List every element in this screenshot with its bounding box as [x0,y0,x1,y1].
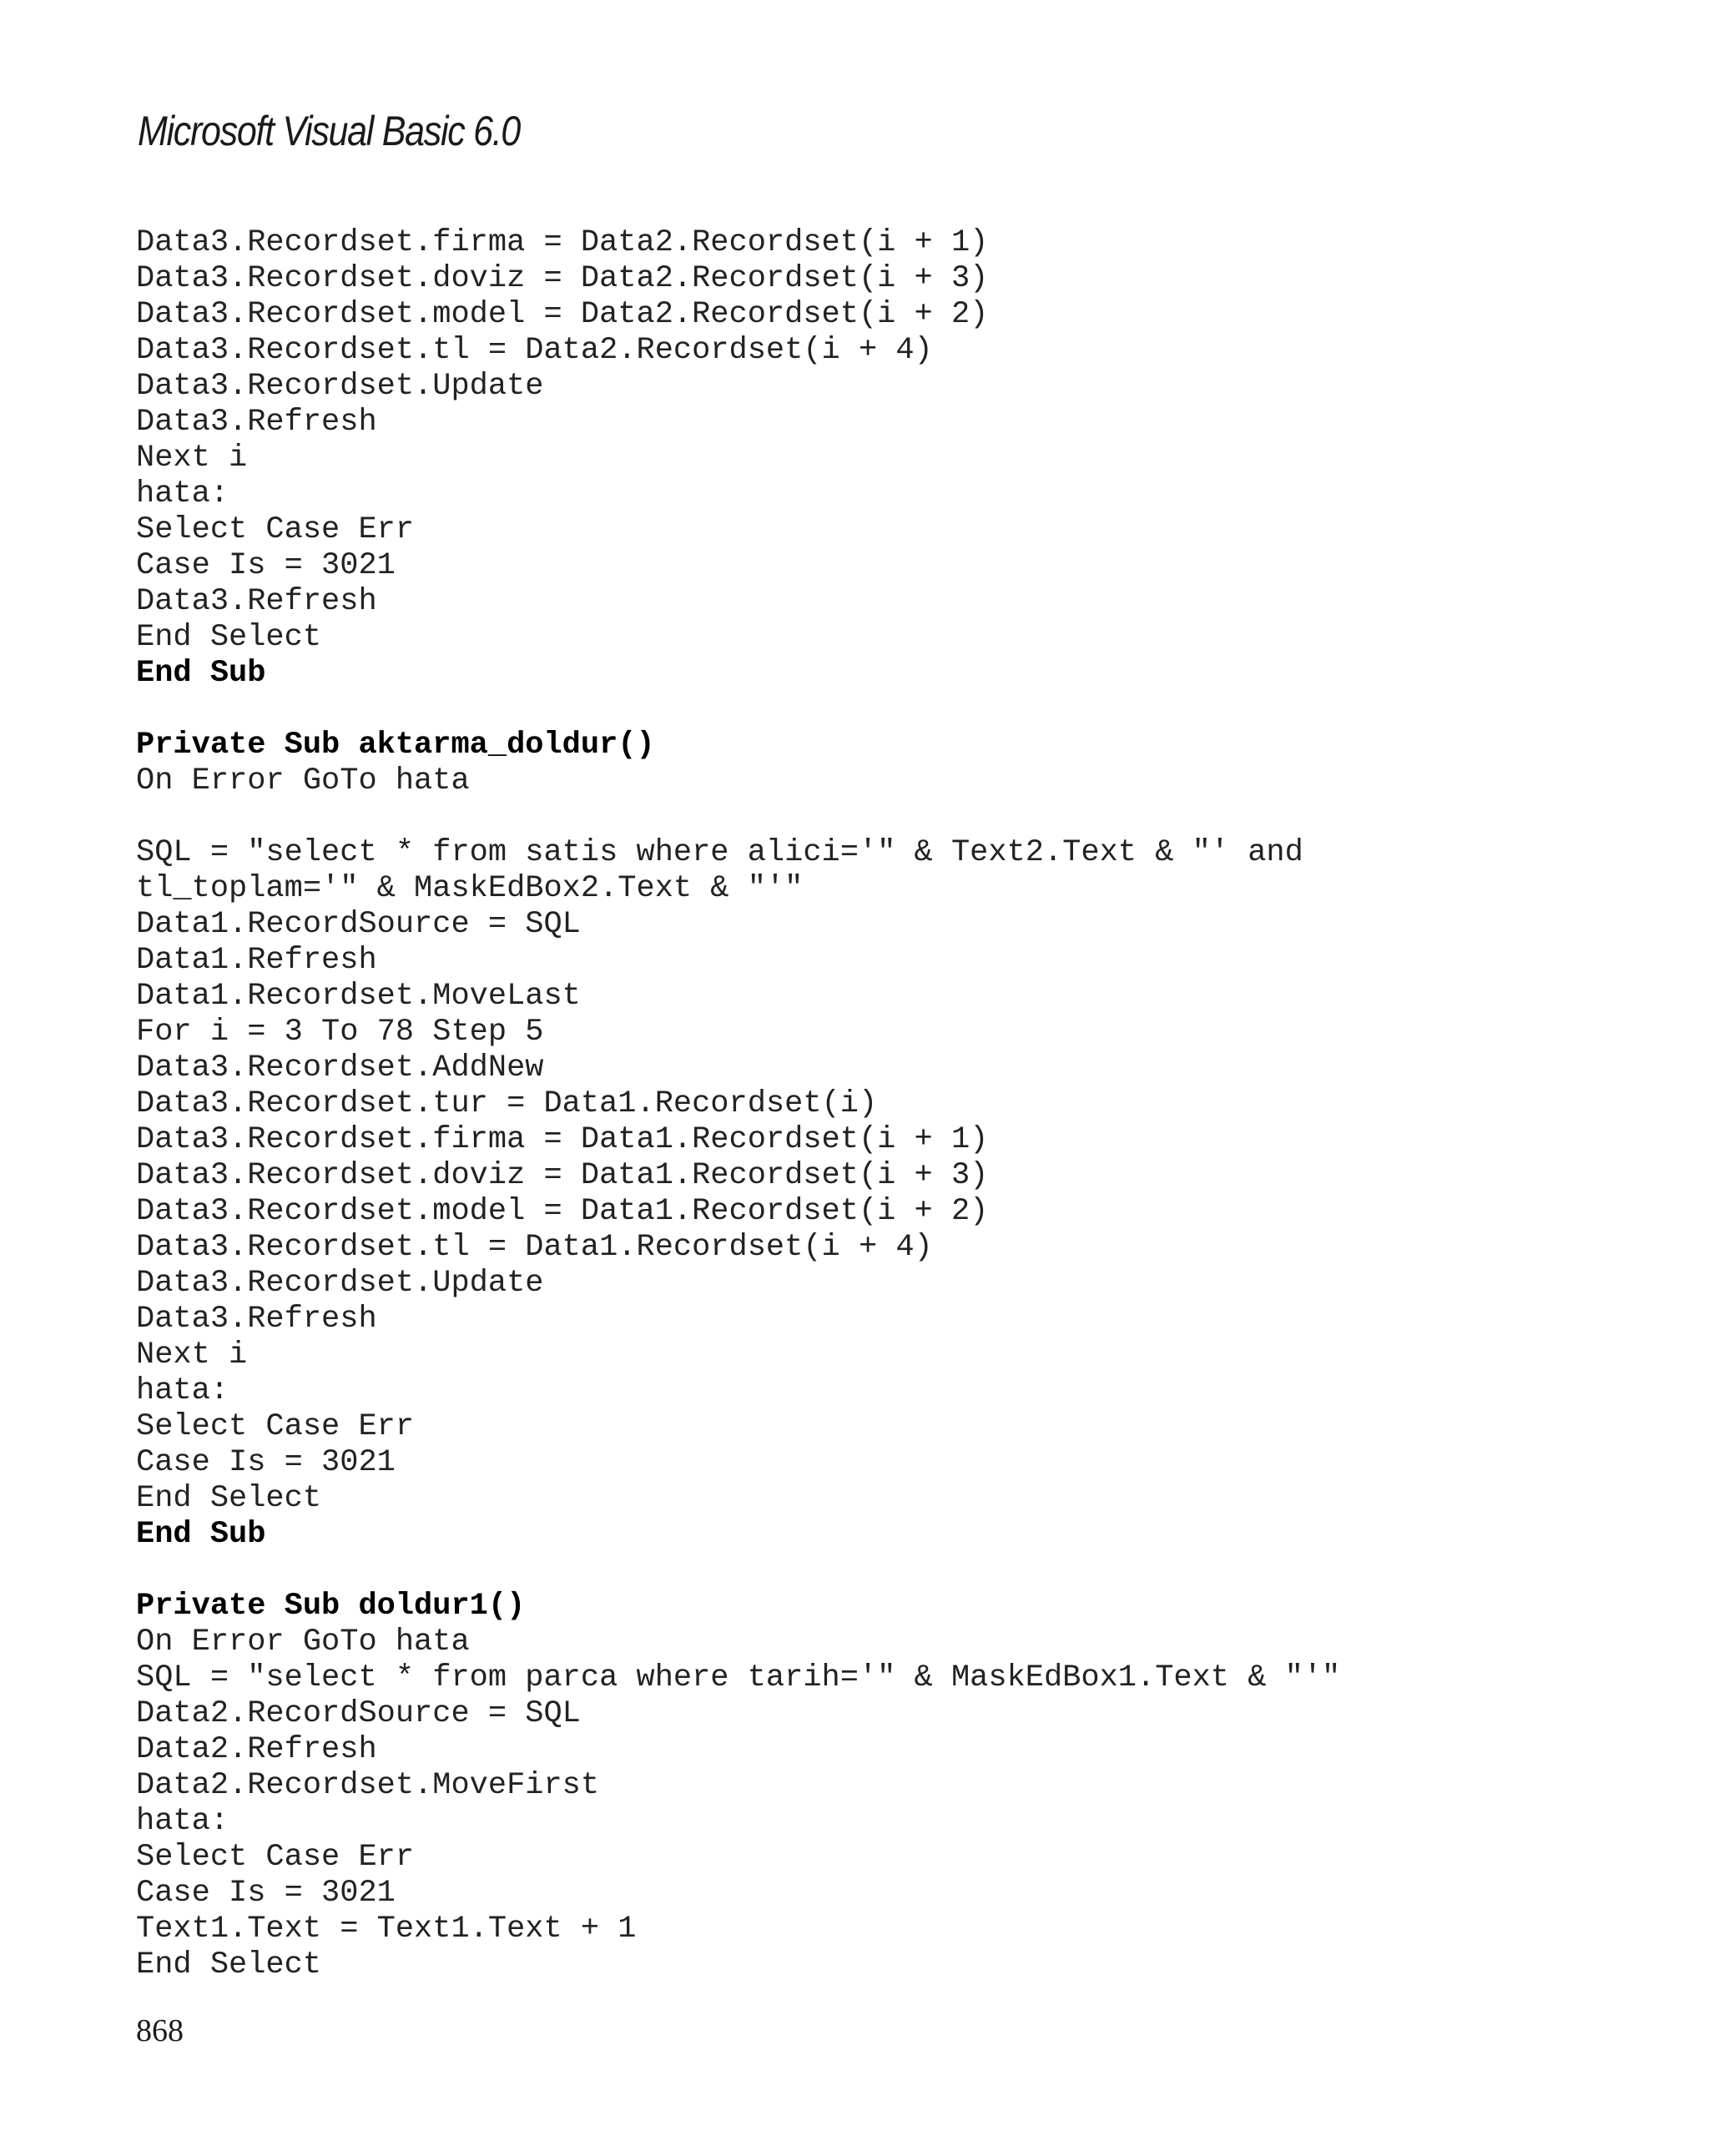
code-line: Data3.Recordset.firma = Data2.Recordset(i + 1) [136,225,989,260]
code-line: Data2.RecordSource = SQL [136,1696,581,1731]
code-line: Data3.Refresh [136,584,377,619]
running-header-title: Microsoft Visual Basic 6.0 [138,108,520,154]
code-line: tl_toplam='" & MaskEdBox2.Text & "'" [136,871,804,906]
page-number: 868 [136,2013,184,2048]
code-line: Data3.Recordset.Update [136,369,544,404]
code-line-declaration: Private Sub aktarma_doldur() [136,728,655,763]
code-line: Data3.Recordset.model = Data1.Recordset(i + 2) [136,1194,989,1229]
code-line: End Select [136,1947,322,1982]
code-listing [136,225,1340,1983]
code-line: Data3.Recordset.firma = Data1.Recordset(i + 1) [136,1122,989,1157]
code-line: Data1.RecordSource = SQL [136,907,581,942]
code-line: Data3.Recordset.tur = Data1.Recordset(i) [136,1086,878,1121]
code-line: SQL = "select * from parca where tarih='" & MaskEdBox1.Text & "'" [136,1660,1341,1695]
code-line: On Error GoTo hata [136,763,470,798]
code-line: Case Is = 3021 [136,1876,396,1911]
code-line: Case Is = 3021 [136,548,396,583]
code-line-declaration: End Sub [136,1517,266,1552]
code-line: On Error GoTo hata [136,1625,470,1660]
code-line: hata: [136,1804,229,1839]
blank-line [136,692,1340,728]
code-line: Next i [136,441,248,476]
code-line: Data3.Refresh [136,405,377,440]
blank-line [136,1553,1340,1589]
blank-line [136,799,1340,835]
code-line: Data3.Recordset.AddNew [136,1050,544,1086]
code-line: hata: [136,1373,229,1408]
code-line: Next i [136,1337,248,1373]
code-line: Data2.Recordset.MoveFirst [136,1768,600,1803]
code-line: Text1.Text = Text1.Text + 1 [136,1912,637,1947]
code-line: Data3.Recordset.model = Data2.Recordset(i + 2) [136,297,989,332]
code-line: Data3.Recordset.tl = Data1.Recordset(i + 4) [136,1230,933,1265]
code-line: Data3.Recordset.doviz = Data2.Recordset(i + 3) [136,261,989,296]
code-line: Data3.Recordset.tl = Data2.Recordset(i + 4) [136,333,933,368]
code-line: Data3.Refresh [136,1302,377,1337]
code-line: Select Case Err [136,512,415,547]
code-line: Data1.Recordset.MoveLast [136,979,581,1014]
code-line-declaration: End Sub [136,656,266,691]
code-line: Select Case Err [136,1409,415,1444]
code-line: For i = 3 To 78 Step 5 [136,1015,544,1050]
code-line: Data3.Recordset.Update [136,1266,544,1301]
code-line: Select Case Err [136,1840,415,1875]
code-line: Data3.Recordset.doviz = Data1.Recordset(i + 3) [136,1158,989,1193]
code-line: Case Is = 3021 [136,1445,396,1480]
code-line: End Select [136,620,322,655]
code-line: Data2.Refresh [136,1732,377,1767]
code-line: hata: [136,476,229,511]
code-line: Data1.Refresh [136,943,377,978]
code-line-declaration: Private Sub doldur1() [136,1589,526,1624]
code-line: End Select [136,1481,322,1516]
code-line: SQL = "select * from satis where alici='" & Text2.Text & "' and [136,835,1303,870]
